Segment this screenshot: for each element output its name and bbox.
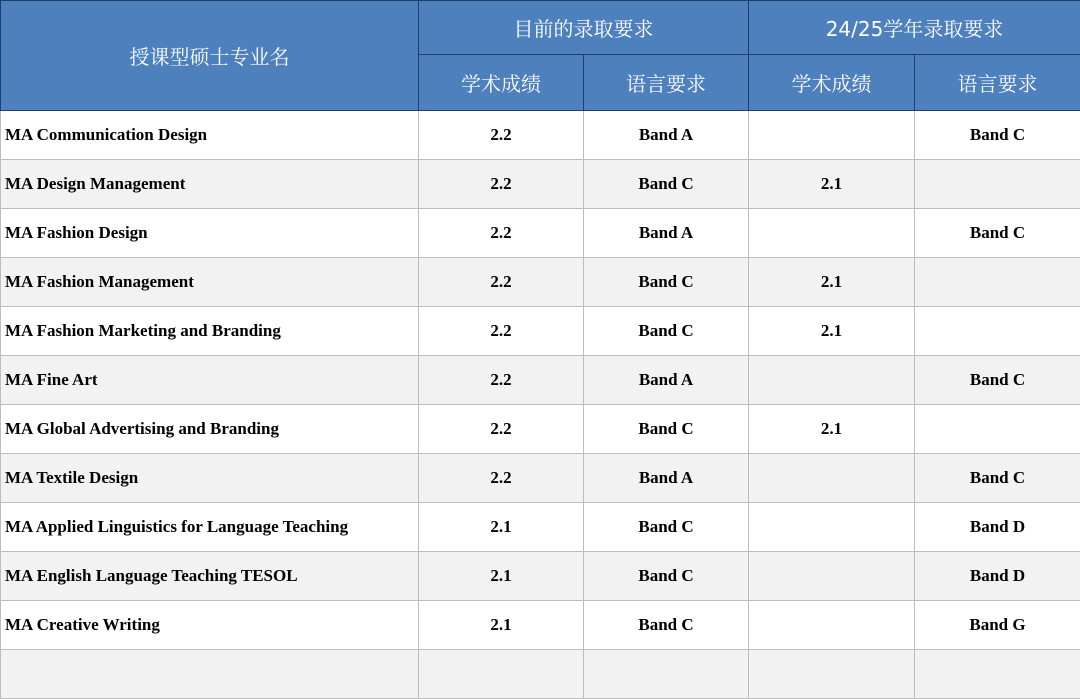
- current-language-cell: Band C: [584, 405, 749, 454]
- next-academic-cell: [749, 111, 915, 160]
- table-header: [1, 1, 1080, 111]
- next-academic-cell: [749, 552, 915, 601]
- next-academic-cell: 2.1: [749, 160, 915, 209]
- next-language-cell: [915, 160, 1080, 209]
- next-academic-cell: [749, 650, 915, 699]
- next-language-cell: Band C: [915, 356, 1080, 405]
- table-row: [1, 405, 1080, 454]
- current-academic-cell: 2.1: [419, 601, 584, 650]
- program-name-cell: MA Creative Writing: [1, 601, 419, 650]
- current-academic-cell: 2.1: [419, 552, 584, 601]
- table-row: [1, 601, 1080, 650]
- current-academic-cell: 2.2: [419, 209, 584, 258]
- next-academic-cell: [749, 601, 915, 650]
- program-name-cell: MA Design Management: [1, 160, 419, 209]
- next-language-cell: Band D: [915, 503, 1080, 552]
- next-academic-cell: [749, 209, 915, 258]
- program-name-cell: MA Fashion Management: [1, 258, 419, 307]
- next-language-cell: Band G: [915, 601, 1080, 650]
- current-academic-cell: 2.2: [419, 405, 584, 454]
- table-row: [1, 258, 1080, 307]
- current-language-cell: [584, 650, 749, 699]
- current-academic-cell: 2.2: [419, 160, 584, 209]
- current-academic-header: 学术成绩: [419, 55, 584, 111]
- next-academic-cell: 2.1: [749, 405, 915, 454]
- current-language-cell: Band C: [584, 503, 749, 552]
- next-academic-header: 学术成绩: [749, 55, 915, 111]
- current-language-cell: Band A: [584, 111, 749, 160]
- current-language-cell: Band A: [584, 209, 749, 258]
- next-academic-cell: 2.1: [749, 307, 915, 356]
- table-row: [1, 209, 1080, 258]
- current-language-cell: Band C: [584, 258, 749, 307]
- program-name-cell: MA Textile Design: [1, 454, 419, 503]
- table-row: [1, 307, 1080, 356]
- program-name-cell: MA Global Advertising and Branding: [1, 405, 419, 454]
- table-row: [1, 552, 1080, 601]
- next-language-cell: [915, 650, 1080, 699]
- current-academic-cell: [419, 650, 584, 699]
- header-row-groups: [1, 1, 1080, 55]
- program-name-cell: MA English Language Teaching TESOL: [1, 552, 419, 601]
- table-row: [1, 356, 1080, 405]
- table-row: [1, 160, 1080, 209]
- program-name-cell: [1, 650, 419, 699]
- current-language-cell: Band A: [584, 356, 749, 405]
- table-row: [1, 650, 1080, 699]
- current-requirements-header: 目前的录取要求: [419, 1, 749, 55]
- program-name-cell: MA Fine Art: [1, 356, 419, 405]
- next-language-cell: Band C: [915, 209, 1080, 258]
- current-language-header: 语言要求: [584, 55, 749, 111]
- current-academic-cell: 2.2: [419, 454, 584, 503]
- next-academic-cell: 2.1: [749, 258, 915, 307]
- next-language-cell: Band D: [915, 552, 1080, 601]
- next-academic-cell: [749, 503, 915, 552]
- current-language-cell: Band A: [584, 454, 749, 503]
- program-name-cell: MA Applied Linguistics for Language Teaching: [1, 503, 419, 552]
- next-language-cell: [915, 258, 1080, 307]
- next-language-cell: [915, 405, 1080, 454]
- program-name-cell: MA Fashion Marketing and Branding: [1, 307, 419, 356]
- table-body: [1, 111, 1080, 699]
- program-name-cell: MA Fashion Design: [1, 209, 419, 258]
- current-language-cell: Band C: [584, 601, 749, 650]
- table-row: [1, 454, 1080, 503]
- next-year-requirements-header: 24/25学年录取要求: [749, 1, 1080, 55]
- program-name-header: 授课型硕士专业名: [1, 1, 419, 111]
- table-row: [1, 111, 1080, 160]
- next-language-cell: Band C: [915, 111, 1080, 160]
- current-language-cell: Band C: [584, 552, 749, 601]
- next-language-cell: Band C: [915, 454, 1080, 503]
- current-academic-cell: 2.2: [419, 356, 584, 405]
- next-academic-cell: [749, 356, 915, 405]
- next-language-cell: [915, 307, 1080, 356]
- program-name-cell: MA Communication Design: [1, 111, 419, 160]
- current-academic-cell: 2.2: [419, 307, 584, 356]
- current-language-cell: Band C: [584, 307, 749, 356]
- next-academic-cell: [749, 454, 915, 503]
- current-academic-cell: 2.2: [419, 111, 584, 160]
- current-language-cell: Band C: [584, 160, 749, 209]
- current-academic-cell: 2.1: [419, 503, 584, 552]
- current-academic-cell: 2.2: [419, 258, 584, 307]
- next-language-header: 语言要求: [915, 55, 1080, 111]
- table-row: [1, 503, 1080, 552]
